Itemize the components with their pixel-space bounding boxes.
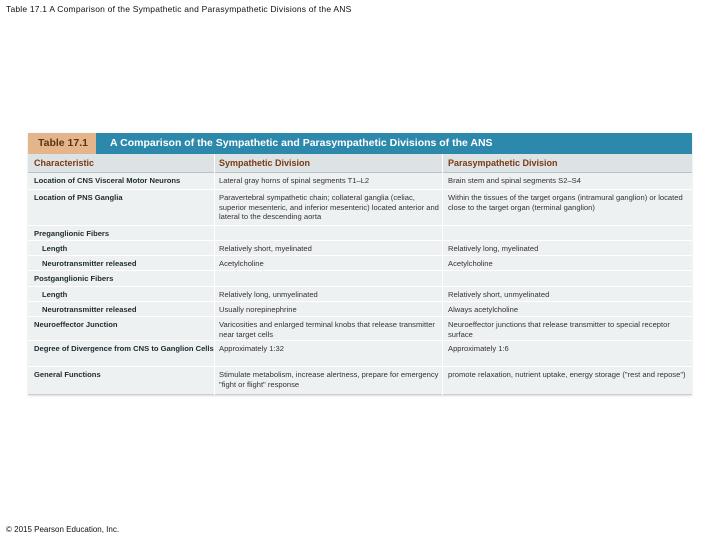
- cell-sympathetic: Relatively short, myelinated: [219, 244, 312, 253]
- comparison-table: [28, 133, 692, 395]
- cell-parasympathetic: Neuroeffector junctions that release transmitter to special receptor surface: [448, 320, 670, 339]
- table-row: [28, 317, 692, 341]
- table-row: [28, 341, 692, 367]
- table-title: A Comparison of the Sympathetic and Parasympathetic Divisions of the ANS: [110, 137, 493, 149]
- cell-parasympathetic: Within the tissues of the target organs (intramural ganglion) or located close to the target organ (terminal ganglion): [448, 193, 683, 212]
- cell-sympathetic: Usually norepinephrine: [219, 305, 297, 314]
- table-row: [28, 190, 692, 226]
- cell-parasympathetic: Brain stem and spinal segments S2–S4: [448, 176, 581, 185]
- copyright-footer: © 2015 Pearson Education, Inc.: [6, 525, 120, 534]
- table-row: [28, 287, 692, 302]
- table-row: [28, 226, 692, 241]
- cell-sympathetic: Lateral gray horns of spinal segments T1–L2: [219, 176, 370, 185]
- cell-characteristic: Postganglionic Fibers: [34, 274, 114, 283]
- cell-parasympathetic: Relatively long, myelinated: [448, 244, 539, 253]
- cell-parasympathetic: Approximately 1:6: [448, 344, 509, 353]
- table-row: [28, 271, 692, 287]
- header-parasympathetic: Parasympathetic Division: [448, 158, 558, 168]
- cell-sympathetic: Approximately 1:32: [219, 344, 285, 353]
- table-row: [28, 256, 692, 271]
- cell-characteristic: General Functions: [34, 370, 101, 379]
- cell-sympathetic: Relatively long, unmyelinated: [219, 290, 318, 299]
- cell-characteristic: Neuroeffector Junction: [34, 320, 118, 329]
- cell-characteristic: Neurotransmitter released: [42, 305, 137, 314]
- header-characteristic: Characteristic: [34, 158, 95, 168]
- cell-parasympathetic: promote relaxation, nutrient uptake, energy storage ("rest and repose"): [448, 370, 686, 379]
- cell-characteristic: Length: [42, 244, 68, 253]
- cell-sympathetic: Varicosities and enlarged terminal knobs that release transmitter near target cells: [219, 320, 435, 339]
- cell-parasympathetic: Acetylcholine: [448, 259, 493, 268]
- header-sympathetic: Sympathetic Division: [219, 158, 311, 168]
- cell-parasympathetic: Always acetylcholine: [448, 305, 519, 314]
- cell-characteristic: Degree of Divergence from CNS to Ganglion Cells: [34, 344, 214, 353]
- cell-characteristic: Length: [42, 290, 68, 299]
- table-header-row: [28, 154, 692, 173]
- table-number: Table 17.1: [28, 133, 96, 154]
- cell-characteristic: Location of CNS Visceral Motor Neurons: [34, 176, 181, 185]
- cell-sympathetic: Stimulate metabolism, increase alertness, prepare for emergency "fight or flight" response: [219, 370, 439, 389]
- table-row: [28, 241, 692, 256]
- cell-sympathetic: Paravertebral sympathetic chain; collateral ganglia (celiac, superior mesenteric, and inferior mesenteric) located anterior and lateral to the descending aorta: [219, 193, 439, 222]
- cell-characteristic: Neurotransmitter released: [42, 259, 137, 268]
- cell-characteristic: Preganglionic Fibers: [34, 229, 110, 238]
- cell-characteristic: Location of PNS Ganglia: [34, 193, 123, 202]
- cell-parasympathetic: Relatively short, unmyelinated: [448, 290, 550, 299]
- page-title: Table 17.1 A Comparison of the Sympathetic and Parasympathetic Divisions of the ANS: [6, 4, 352, 14]
- cell-sympathetic: Acetylcholine: [219, 259, 264, 268]
- table-banner: [28, 133, 692, 154]
- table-row: [28, 367, 692, 395]
- table-row: [28, 173, 692, 190]
- table-row: [28, 302, 692, 317]
